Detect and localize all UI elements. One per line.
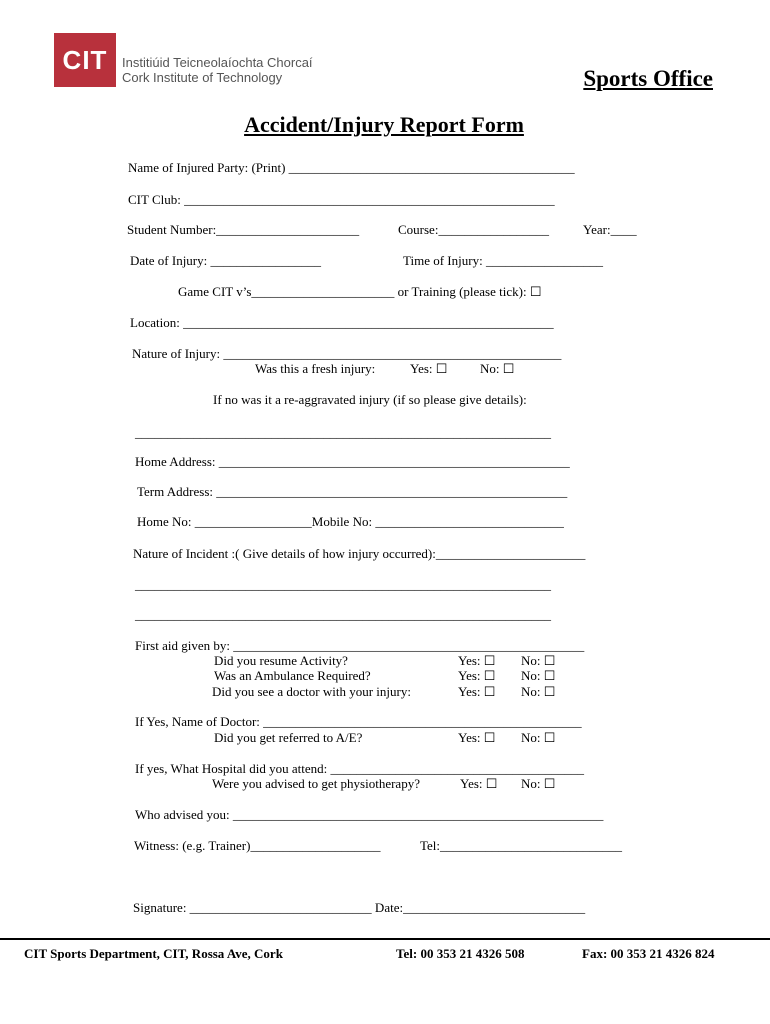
physiotherapy-yes-checkbox[interactable]: Yes: ☐ — [460, 776, 498, 791]
footer-divider — [0, 938, 770, 940]
student-number-field[interactable]: Student Number:______________________ — [127, 222, 360, 237]
resume-activity-yes-checkbox[interactable]: Yes: ☐ — [458, 653, 496, 668]
hospital-field[interactable]: If yes, What Hospital did you attend: _______________________________________ — [135, 761, 584, 776]
referred-ae-yes-checkbox[interactable]: Yes: ☐ — [458, 730, 496, 745]
location-field[interactable]: Location: _________________________________________________________ — [130, 315, 554, 330]
physiotherapy-no-checkbox[interactable]: No: ☐ — [521, 776, 556, 791]
doctor-question: Did you see a doctor with your injury: — [212, 684, 411, 699]
incident-details-line-2[interactable]: ________________________________________________________________ — [135, 607, 551, 622]
reaggravated-details-line[interactable]: ________________________________________________________________ — [135, 425, 551, 440]
date-of-injury-field[interactable]: Date of Injury: _________________ — [130, 253, 322, 268]
signature-date-field[interactable]: Signature: ____________________________ Date:____________________________ — [133, 900, 586, 915]
logo-english-name: Cork Institute of Technology — [122, 70, 283, 85]
resume-activity-no-checkbox[interactable]: No: ☐ — [521, 653, 556, 668]
logo-mark: CIT — [62, 44, 108, 75]
witness-field[interactable]: Witness: (e.g. Trainer)____________________ — [134, 838, 381, 853]
reaggravated-question: If no was it a re-aggravated injury (if so please give details): — [213, 392, 527, 407]
cit-club-field[interactable]: CIT Club: _________________________________________________________ — [128, 192, 555, 207]
logo-irish-name: Institiúid Teicneolaíochta Chorcaí — [122, 55, 313, 70]
fresh-injury-question: Was this a fresh injury: — [255, 361, 376, 376]
first-aid-given-by-field[interactable]: First aid given by: ______________________________________________________ — [135, 638, 585, 653]
time-of-injury-field[interactable]: Time of Injury: __________________ — [403, 253, 603, 268]
witness-tel-field[interactable]: Tel:____________________________ — [420, 838, 623, 853]
footer-address: CIT Sports Department, CIT, Rossa Ave, Cork — [24, 946, 283, 961]
term-address-field[interactable]: Term Address: ______________________________________________________ — [137, 484, 568, 499]
ambulance-question: Was an Ambulance Required? — [214, 668, 371, 683]
who-advised-field[interactable]: Who advised you: _________________________________________________________ — [135, 807, 604, 822]
incident-details-line-1[interactable]: ________________________________________________________________ — [135, 577, 551, 592]
footer-telephone: Tel: 00 353 21 4326 508 — [396, 946, 525, 961]
doctor-yes-checkbox[interactable]: Yes: ☐ — [458, 684, 496, 699]
physiotherapy-question: Were you advised to get physiotherapy? — [212, 776, 420, 791]
doctor-name-field[interactable]: If Yes, Name of Doctor: _________________________________________________ — [135, 714, 582, 729]
doctor-no-checkbox[interactable]: No: ☐ — [521, 684, 556, 699]
home-mobile-number-field[interactable]: Home No: __________________Mobile No: _____________________________ — [137, 514, 564, 529]
referred-ae-no-checkbox[interactable]: No: ☐ — [521, 730, 556, 745]
nature-of-injury-field[interactable]: Nature of Injury: ____________________________________________________ — [132, 346, 562, 361]
nature-of-incident-field[interactable]: Nature of Incident :( Give details of how injury occurred):_______________________ — [133, 546, 586, 561]
form-title: Accident/Injury Report Form — [244, 112, 524, 137]
referred-ae-question: Did you get referred to A/E? — [214, 730, 363, 745]
footer-fax: Fax: 00 353 21 4326 824 — [582, 946, 715, 961]
cit-logo — [54, 33, 116, 87]
sports-office-heading: Sports Office — [583, 66, 713, 91]
injured-party-name-field[interactable]: Name of Injured Party: (Print) ____________________________________________ — [128, 160, 575, 175]
course-field[interactable]: Course:_________________ — [398, 222, 549, 237]
fresh-injury-no-checkbox[interactable]: No: ☐ — [480, 361, 515, 376]
ambulance-yes-checkbox[interactable]: Yes: ☐ — [458, 668, 496, 683]
ambulance-no-checkbox[interactable]: No: ☐ — [521, 668, 556, 683]
home-address-field[interactable]: Home Address: ______________________________________________________ — [135, 454, 570, 469]
fresh-injury-yes-checkbox[interactable]: Yes: ☐ — [410, 361, 448, 376]
game-training-field[interactable]: Game CIT v’s______________________ or Training (please tick): ☐ — [178, 284, 542, 299]
resume-activity-question: Did you resume Activity? — [214, 653, 348, 668]
year-field[interactable]: Year:____ — [583, 222, 637, 237]
